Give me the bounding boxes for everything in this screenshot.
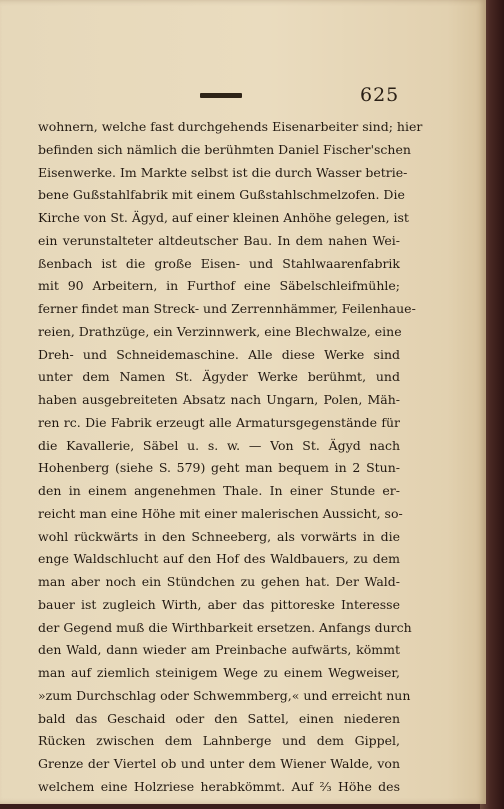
text-line: man aber noch ein Stündchen zu gehen hat. Der Wald- [38,574,400,589]
text-line: der Gegend muß die Wirthbarkeit ersetzen. Anfangs durch [38,619,412,635]
running-header [0,84,486,110]
text-line: wohnern, welche fast durchgehends Eisenarbeiter sind; hier [38,119,423,134]
text-line: Eisenwerke. Im Markte selbst ist die durch Wasser betrie- [38,164,408,180]
text-line: befinden sich nämlich die berühmten Daniel Fischer'schen [38,141,411,157]
text-line: mit 90 Arbeitern, in Furthof eine Säbelschleifmühle; [38,278,400,294]
text-line: enge Waldschlucht auf den Hof des Waldbauers, zu dem [38,551,400,567]
text-line: ferner findet man Streck- und Zerrennhämmer, Feilenhaue- [38,301,416,316]
text-line: »zum Durchschlag oder Schwemmberg,« und erreicht nun [38,687,411,703]
text-line: bauer ist zugleich Wirth, aber das pittoreske Interesse [38,596,400,612]
text-line: den Wald, dann wieder am Preinbache aufwärts, kömmt [38,642,400,658]
page-number: 625 [360,84,400,106]
text-line: ein verunstalteter altdeutscher Bau. In dem nahen Wei- [38,232,400,248]
text-line: Dreh- und Schneidemaschine. Alle diese Werke sind [38,346,400,362]
text-line: ßenbach ist die große Eisen- und Stahlwaarenfabrik [38,255,400,271]
body-text [38,116,423,799]
text-line: ren rc. Die Fabrik erzeugt alle Armatursgegenstände für [38,414,400,430]
text-line: unter dem Namen St. Ägyder Werke berühmt, und [38,369,400,385]
text-line: den in einem angenehmen Thale. In einer Stunde er- [38,483,400,498]
text-line: bene Gußstahlfabrik mit einem Gußstahlschmelzofen. Die [38,187,405,203]
text-line: Hohenberg (siehe S. 579) geht man bequem in 2 Stun- [38,460,400,476]
text-line: die Kavallerie, Säbel u. s. w. — Von St. Ägyd nach [38,437,400,453]
header-rule [200,93,242,98]
text-line: welchem eine Holzriese herabkömmt. Auf ⅔ Höhe des [38,778,400,794]
text-line: Grenze der Viertel ob und unter dem Wiener Walde, von [38,756,400,771]
text-line: reien, Drathzüge, ein Verzinnwerk, eine Blechwalze, eine [38,323,402,339]
text-line: haben ausgebreiteten Absatz nach Ungarn, Polen, Mäh- [38,392,400,407]
text-line: Kirche von St. Ägyd, auf einer kleinen Anhöhe gelegen, ist [38,210,409,225]
text-line: man auf ziemlich steinigem Wege zu einem Wegweiser, [38,665,400,680]
text-line: bald das Geschaid oder den Sattel, einen niederen [38,710,400,726]
text-line: Rücken zwischen dem Lahnberge und dem Gippel, [38,733,400,749]
text-line: wohl rückwärts in den Schneeberg, als vorwärts in die [38,528,400,544]
text-line: reicht man eine Höhe mit einer malerischen Aussicht, so- [38,505,403,521]
